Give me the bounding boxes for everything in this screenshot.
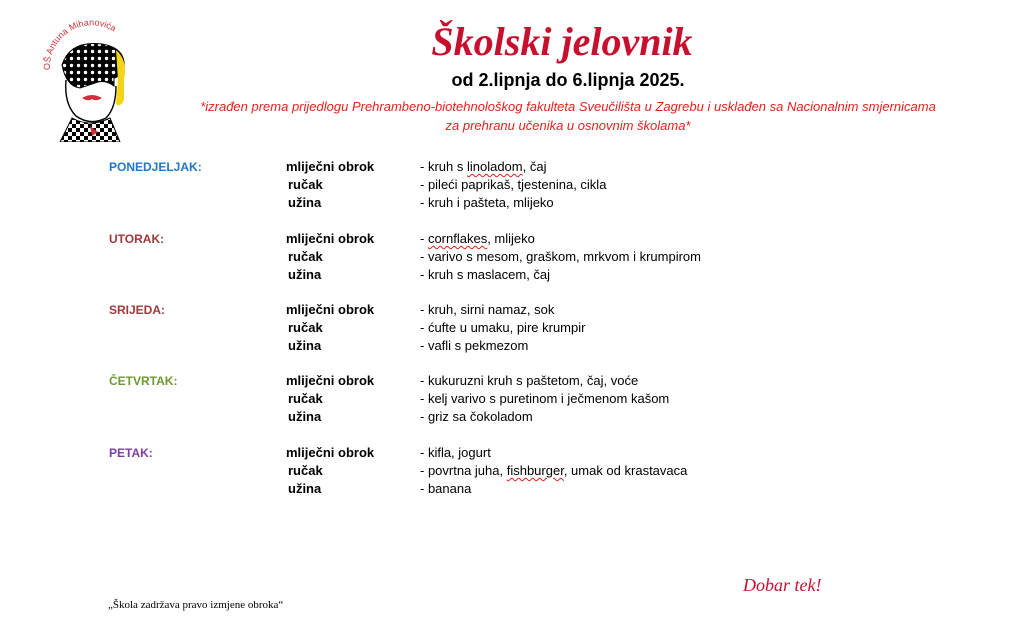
- day-utorak: [0, 230, 1024, 290]
- meal-label: mliječni obrok: [286, 373, 375, 388]
- meal-row: [0, 248, 1024, 266]
- meal-description: - cornflakes, mlijeko: [420, 231, 535, 246]
- meal-row: [0, 319, 1024, 337]
- meal-label: užina: [288, 409, 322, 424]
- meal-label: užina: [288, 481, 322, 496]
- meal-description: - varivo s mesom, graškom, mrkvom i krumpirom: [420, 249, 701, 264]
- meal-label: užina: [288, 195, 322, 210]
- guidelines-note-line-1: *izrađen prema prijedlogu Prehrambeno-biotehnološkog fakulteta Sveučilišta u Zagrebu i usklađen sa Nacionalnim smjernicama: [200, 99, 936, 114]
- spellcheck-word: cornflakes: [427, 231, 488, 246]
- meal-description: - pileći paprikaš, tjestenina, cikla: [420, 177, 607, 192]
- meal-row: [0, 230, 1024, 248]
- meal-description: - griz sa čokoladom: [420, 409, 533, 424]
- meal-row: [0, 462, 1024, 480]
- meal-description: - kelj varivo s puretinom i ječmenom kašom: [420, 391, 670, 406]
- meal-description: - kruh s maslacem, čaj: [420, 267, 551, 282]
- meal-label: mliječni obrok: [286, 231, 375, 246]
- meal-row: [0, 337, 1024, 355]
- meal-label: ručak: [288, 249, 323, 264]
- meal-description: - povrtna juha, fishburger, umak od krastavaca: [420, 463, 688, 478]
- meal-label: užina: [288, 338, 322, 353]
- day-srijeda: [0, 301, 1024, 361]
- day-cetvrtak: [0, 372, 1024, 432]
- meal-row: [0, 480, 1024, 498]
- day-petak: [0, 444, 1024, 504]
- meal-row: [0, 444, 1024, 462]
- meal-row: [0, 372, 1024, 390]
- meal-label: mliječni obrok: [286, 445, 375, 460]
- footer-disclaimer: „Škola zadržava pravo izmjene obroka“: [108, 599, 284, 611]
- closing-greeting: Dobar tek!: [743, 575, 822, 595]
- meal-description: - kukuruzni kruh s paštetom, čaj, voće: [420, 373, 639, 388]
- meal-row: [0, 158, 1024, 176]
- meal-label: ručak: [288, 463, 323, 478]
- meal-label: ručak: [288, 320, 323, 335]
- meal-label: mliječni obrok: [286, 159, 375, 174]
- meal-description: - ćufte u umaku, pire krumpir: [420, 320, 586, 335]
- spellcheck-word: fishburger: [506, 463, 564, 478]
- spellcheck-word: linoladom: [466, 159, 523, 174]
- guidelines-note: [56, 97, 1024, 135]
- guidelines-note-line-2: za prehranu učenika u osnovnim školama*: [445, 118, 691, 133]
- day-name: PETAK:: [109, 446, 153, 460]
- day-name: SRIJEDA:: [109, 303, 166, 317]
- meal-row: [0, 194, 1024, 212]
- meal-label: mliječni obrok: [286, 302, 375, 317]
- meal-description: - kruh s linoladom, čaj: [420, 159, 547, 174]
- day-name: ČETVRTAK:: [109, 374, 178, 388]
- meal-label: ručak: [288, 177, 323, 192]
- day-name: PONEDJELJAK:: [109, 160, 202, 174]
- date-range: od 2.lipnja do 6.lipnja 2025.: [451, 70, 685, 90]
- meal-row: [0, 176, 1024, 194]
- meal-label: užina: [288, 267, 322, 282]
- meal-description: - kruh i pašteta, mlijeko: [420, 195, 554, 210]
- meal-description: - kruh, sirni namaz, sok: [420, 302, 555, 317]
- meal-label: ručak: [288, 391, 323, 406]
- meal-description: - vafli s pekmezom: [420, 338, 529, 353]
- meal-row: [0, 301, 1024, 319]
- menu-title: Školski jelovnik: [431, 19, 693, 64]
- meal-row: [0, 390, 1024, 408]
- day-name: UTORAK:: [109, 232, 165, 246]
- meal-description: - banana: [420, 481, 472, 496]
- svg-text:OŠ Antuna Mihanovića: OŠ Antuna Mihanovića: [41, 20, 118, 71]
- meal-row: [0, 408, 1024, 426]
- day-ponedjeljak: [0, 158, 1024, 218]
- meal-row: [0, 266, 1024, 284]
- meal-description: - kifla, jogurt: [420, 445, 491, 460]
